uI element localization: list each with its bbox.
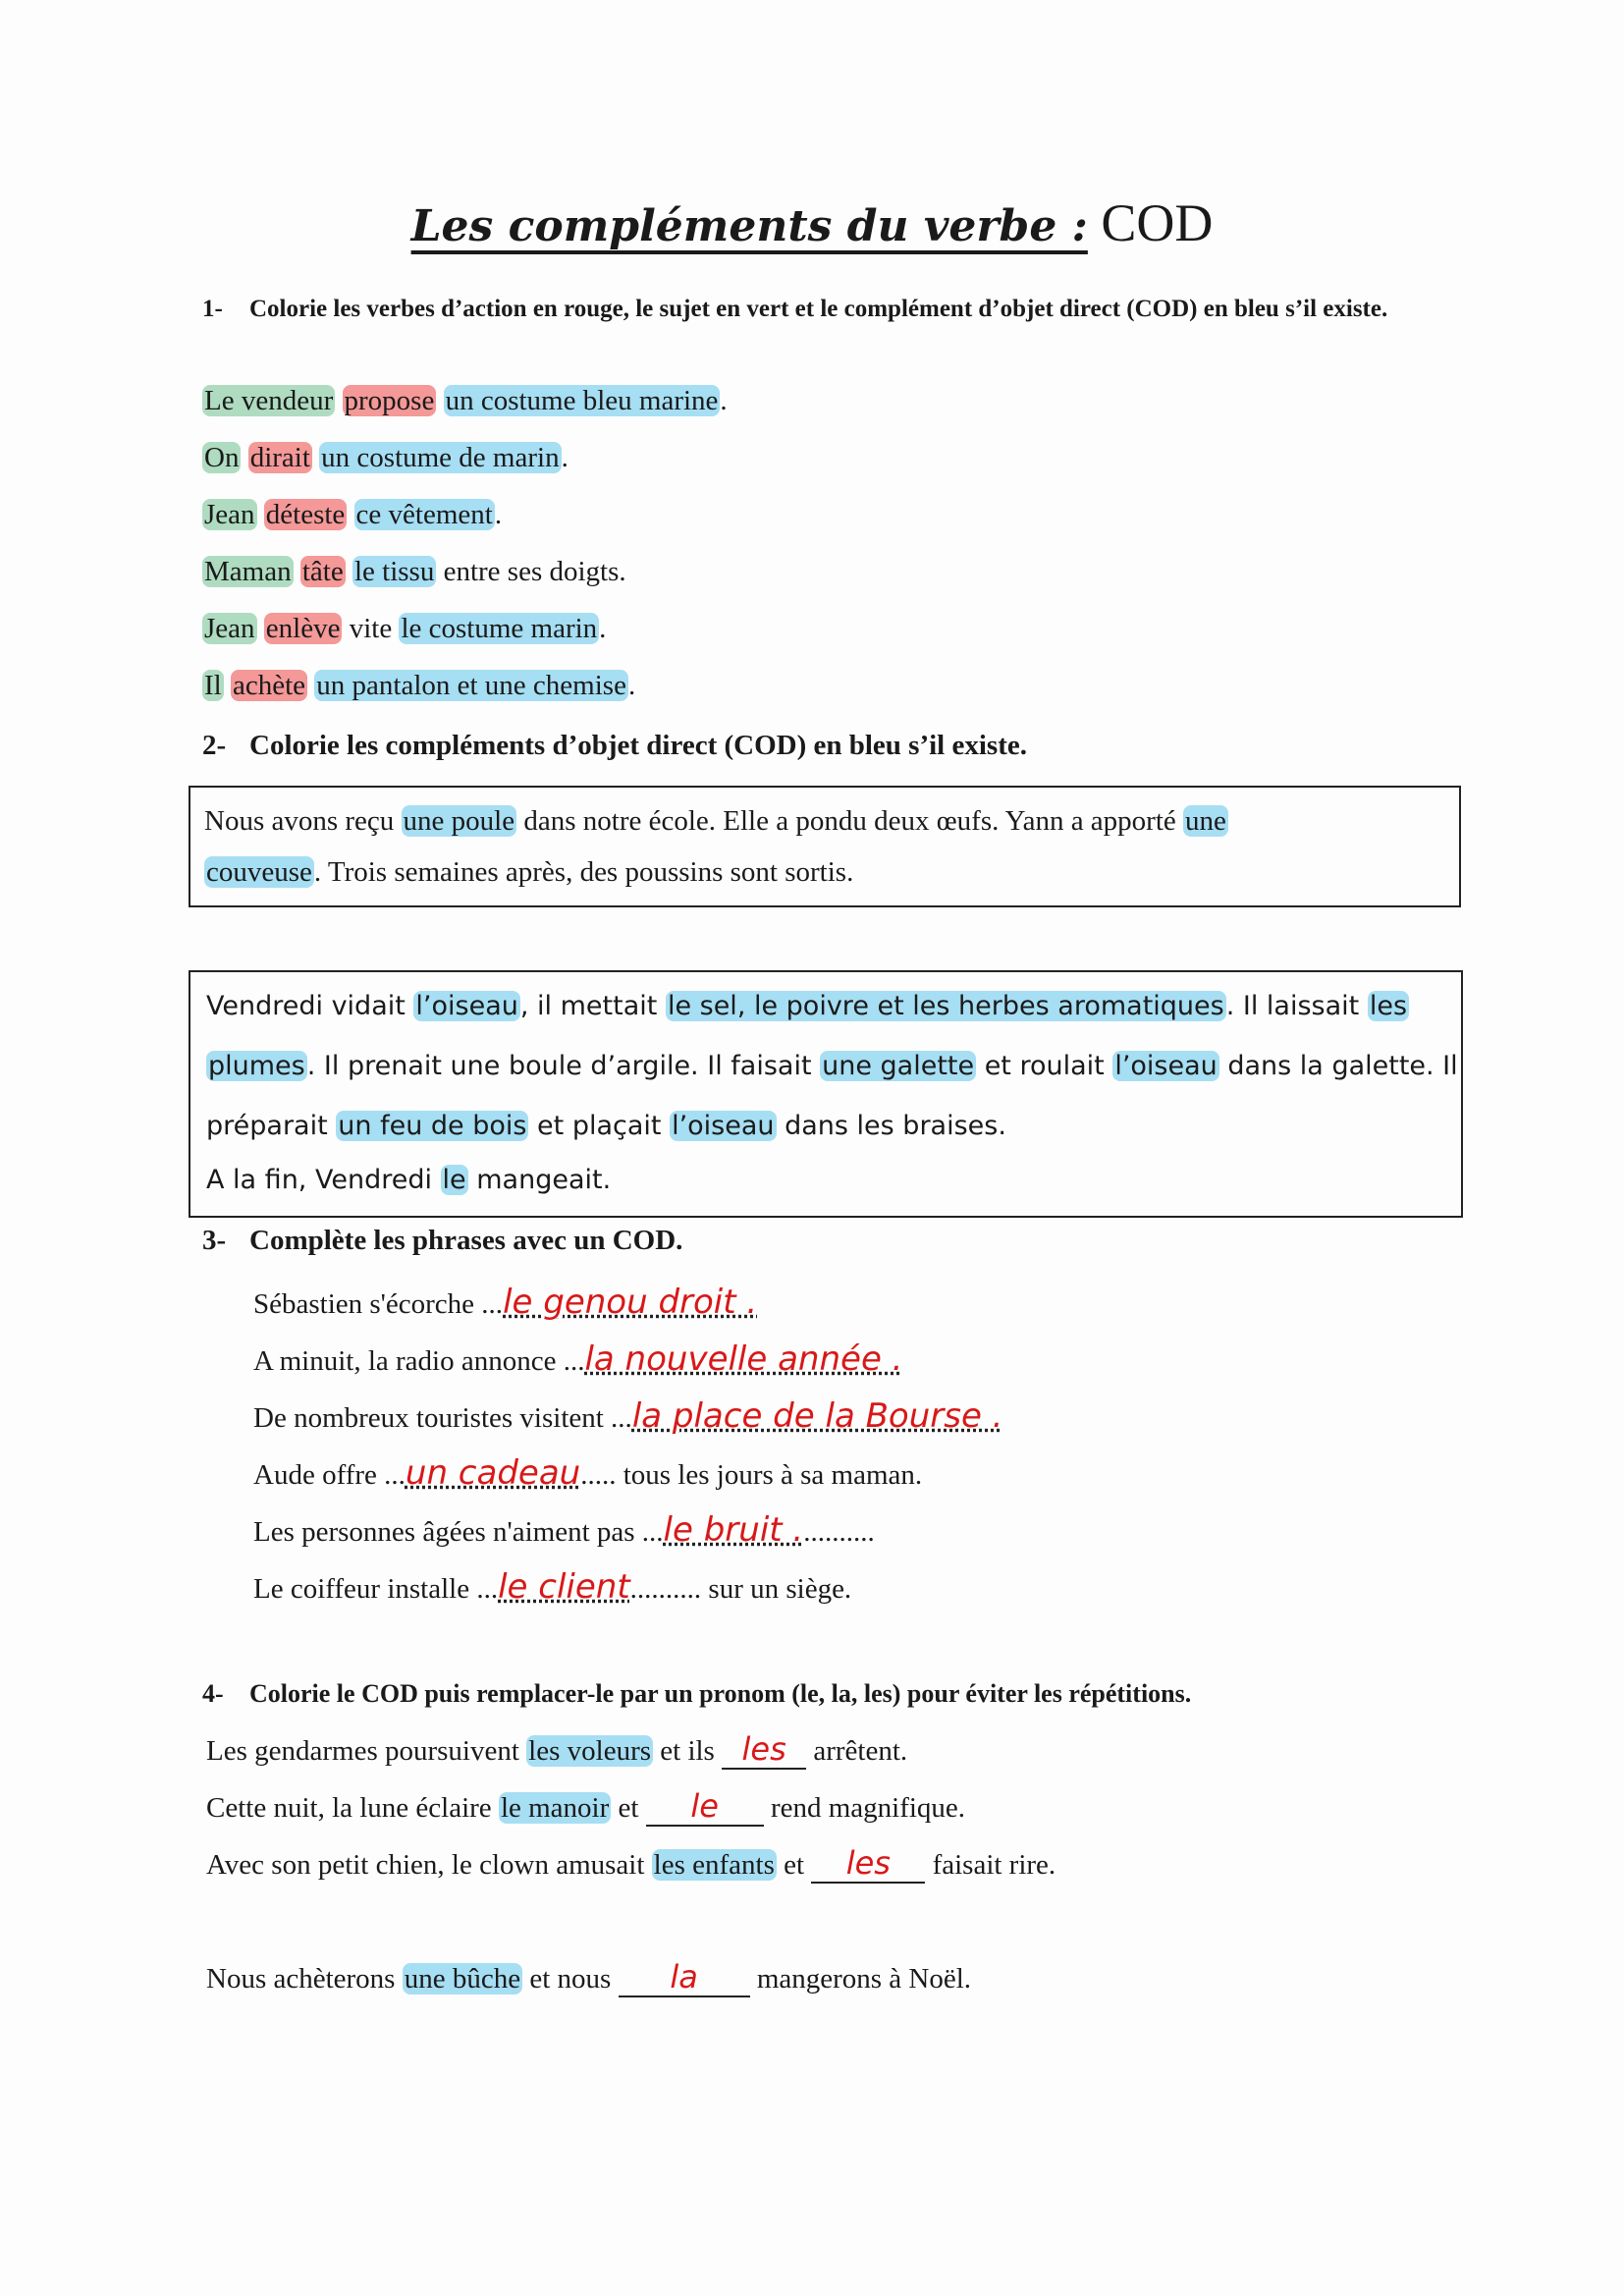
cod: ce vêtement xyxy=(355,499,493,530)
subject: Jean xyxy=(204,499,255,530)
ex2-instruction-text: Colorie les compléments d’objet direct (COD) en bleu s’il existe. xyxy=(249,730,1027,761)
ex3-item xyxy=(253,1510,875,1550)
title-script: Les compléments du verbe : xyxy=(410,201,1088,251)
cod: les enfants xyxy=(653,1849,775,1881)
text: dans les braises. xyxy=(776,1111,1006,1141)
cod: une poule xyxy=(403,805,515,837)
sentence-start: Les personnes âgées n'aiment pas ... xyxy=(253,1516,664,1548)
subject: Le vendeur xyxy=(204,385,334,416)
text: et roulait xyxy=(976,1051,1113,1081)
text: mangeait. xyxy=(467,1165,612,1195)
sentence-end: rend magnifique. xyxy=(763,1792,966,1824)
handwritten-answer: le xyxy=(690,1787,719,1825)
box2-line xyxy=(206,1036,1458,1096)
sentence-end: . xyxy=(599,613,607,644)
cod: une xyxy=(1185,805,1226,837)
cod: l’oiseau xyxy=(672,1111,775,1141)
ex1-sentence xyxy=(202,385,728,417)
cod: le xyxy=(442,1165,466,1195)
ex3-item xyxy=(253,1339,902,1379)
verb: dirait xyxy=(249,442,310,473)
sentence-mid: et nous xyxy=(522,1963,619,1995)
sentence-start: Les gendarmes poursuivent xyxy=(206,1735,527,1767)
verb: tâte xyxy=(301,556,344,587)
text: Nous avons reçu xyxy=(204,805,402,837)
ex1-sentence xyxy=(202,556,626,588)
ex3-item xyxy=(253,1567,851,1607)
text: . Trois semaines après, des poussins sont sortis. xyxy=(313,856,854,888)
text: Vendredi vidait xyxy=(206,991,414,1021)
ex3-number: 3- xyxy=(202,1225,227,1256)
ex4-item xyxy=(206,1730,907,1770)
sentence-end: . xyxy=(720,385,728,416)
handwritten-answer[interactable]: le bruit . xyxy=(663,1510,804,1550)
text: . Il laissait xyxy=(1225,991,1368,1021)
sentence-end: arrêtent. xyxy=(806,1735,908,1767)
cod: un costume de marin xyxy=(321,442,560,473)
sentence-start: Avec son petit chien, le clown amusait xyxy=(206,1849,652,1881)
cod: un feu de bois xyxy=(338,1111,527,1141)
sentence-end: . xyxy=(494,499,503,530)
ex1-sentence xyxy=(202,670,635,702)
cod: une galette xyxy=(822,1051,975,1081)
verb: déteste xyxy=(265,499,346,530)
cod: les voleurs xyxy=(528,1735,652,1767)
box2-line xyxy=(206,1150,1445,1210)
verb: enlève xyxy=(265,613,341,644)
cod: l’oiseau xyxy=(1114,1051,1218,1081)
cod: un costume bleu marine xyxy=(445,385,719,416)
handwritten-answer[interactable]: la nouvelle année . xyxy=(584,1339,903,1379)
text: , il mettait xyxy=(519,991,666,1021)
ex4-item xyxy=(206,1844,1056,1884)
sentence-end: mangerons à Noël. xyxy=(749,1963,972,1995)
sentence-start: Aude offre ... xyxy=(253,1459,406,1491)
sentence-end: entre ses doigts. xyxy=(436,556,626,587)
answer-blank[interactable] xyxy=(646,1787,764,1827)
subject: On xyxy=(204,442,240,473)
handwritten-answer[interactable]: le genou droit . xyxy=(503,1283,758,1322)
cod: le costume marin xyxy=(401,613,598,644)
handwritten-answer[interactable]: le client xyxy=(498,1567,630,1607)
cod: le sel, le poivre et les herbes aromatiques xyxy=(667,991,1224,1021)
cod: une bûche xyxy=(404,1963,521,1995)
handwritten-answer: les xyxy=(741,1730,786,1768)
answer-blank[interactable] xyxy=(619,1958,750,1997)
cod: l’oiseau xyxy=(415,991,518,1021)
ex4-instruction xyxy=(202,1675,1191,1713)
ex4-number: 4- xyxy=(202,1679,224,1708)
sentence-end: . xyxy=(561,442,568,473)
text: préparait xyxy=(206,1111,337,1141)
box2-line xyxy=(206,976,1445,1036)
handwritten-answer: la xyxy=(670,1958,698,1995)
cod: plumes xyxy=(208,1051,305,1081)
handwritten-answer[interactable]: la place de la Bourse . xyxy=(631,1396,1003,1436)
ex4-item xyxy=(206,1787,965,1827)
sentence-start: Sébastien s'écorche ... xyxy=(253,1288,504,1320)
sentence-mid: vite xyxy=(342,613,400,644)
sentence-end: .......... sur un siège. xyxy=(629,1573,852,1605)
ex3-instruction-text: Complète les phrases avec un COD. xyxy=(249,1225,683,1256)
text: A la fin, Vendredi xyxy=(206,1165,441,1195)
sentence-end: faisait rire. xyxy=(925,1849,1056,1881)
ex3-item xyxy=(253,1396,1002,1436)
page-title xyxy=(0,192,1624,253)
answer-blank[interactable] xyxy=(811,1844,925,1884)
box1-line xyxy=(204,795,1445,847)
verb: achète xyxy=(232,670,306,701)
sentence-end: .......... xyxy=(803,1516,875,1548)
cod: les xyxy=(1369,991,1408,1021)
text: et plaçait xyxy=(528,1111,671,1141)
subject: Il xyxy=(204,670,222,701)
sentence-start: Cette nuit, la lune éclaire xyxy=(206,1792,499,1824)
verb: propose xyxy=(344,385,435,416)
sentence-mid: et xyxy=(776,1849,812,1881)
sentence-start: Le coiffeur installe ... xyxy=(253,1573,499,1605)
handwritten-answer: les xyxy=(845,1844,891,1882)
sentence-start: A minuit, la radio annonce ... xyxy=(253,1345,585,1377)
sentence-end: . xyxy=(627,670,636,701)
ex2-text-box-2 xyxy=(189,970,1463,1218)
ex2-instruction xyxy=(202,727,1027,764)
cod: un pantalon et une chemise xyxy=(316,670,626,701)
cod: le tissu xyxy=(353,556,435,587)
ex1-sentence xyxy=(202,499,502,531)
text: . Il prenait une boule d’argile. Il faisait xyxy=(306,1051,821,1081)
text: dans la galette. Il xyxy=(1218,1051,1458,1081)
cod: le manoir xyxy=(500,1792,610,1824)
box2-line xyxy=(206,1096,1445,1156)
sentence-start: De nombreux touristes visitent ... xyxy=(253,1402,632,1434)
ex3-item xyxy=(253,1453,922,1493)
title-cod: COD xyxy=(1101,193,1214,252)
ex1-number: 1- xyxy=(202,296,223,322)
handwritten-answer[interactable]: un cadeau xyxy=(405,1453,581,1493)
ex4-item xyxy=(206,1958,971,1997)
text: dans notre école. Elle a pondu deux œufs. Yann a apporté xyxy=(516,805,1184,837)
sentence-mid: et ils xyxy=(653,1735,723,1767)
ex1-sentence xyxy=(202,442,568,474)
subject: Maman xyxy=(204,556,292,587)
ex1-instruction-text: Colorie les verbes d’action en rouge, le sujet en vert et le complément d’objet direct (COD) en bleu s’il existe. xyxy=(249,296,1388,322)
subject: Jean xyxy=(204,613,255,644)
sentence-end: ..... tous les jours à sa maman. xyxy=(580,1459,923,1491)
cod: couveuse xyxy=(206,856,312,888)
sentence-start: Nous achèterons xyxy=(206,1963,403,1995)
sentence-mid: et xyxy=(611,1792,646,1824)
box1-line xyxy=(204,847,1445,898)
answer-blank[interactable] xyxy=(722,1730,806,1770)
ex2-number: 2- xyxy=(202,730,227,761)
ex1-sentence xyxy=(202,613,606,645)
ex3-item xyxy=(253,1283,757,1322)
ex3-instruction xyxy=(202,1222,682,1259)
ex1-instruction xyxy=(202,291,1459,328)
ex4-instruction-text: Colorie le COD puis remplacer-le par un pronom (le, la, les) pour éviter les répétitions. xyxy=(249,1679,1192,1708)
ex2-text-box-1 xyxy=(189,786,1461,907)
